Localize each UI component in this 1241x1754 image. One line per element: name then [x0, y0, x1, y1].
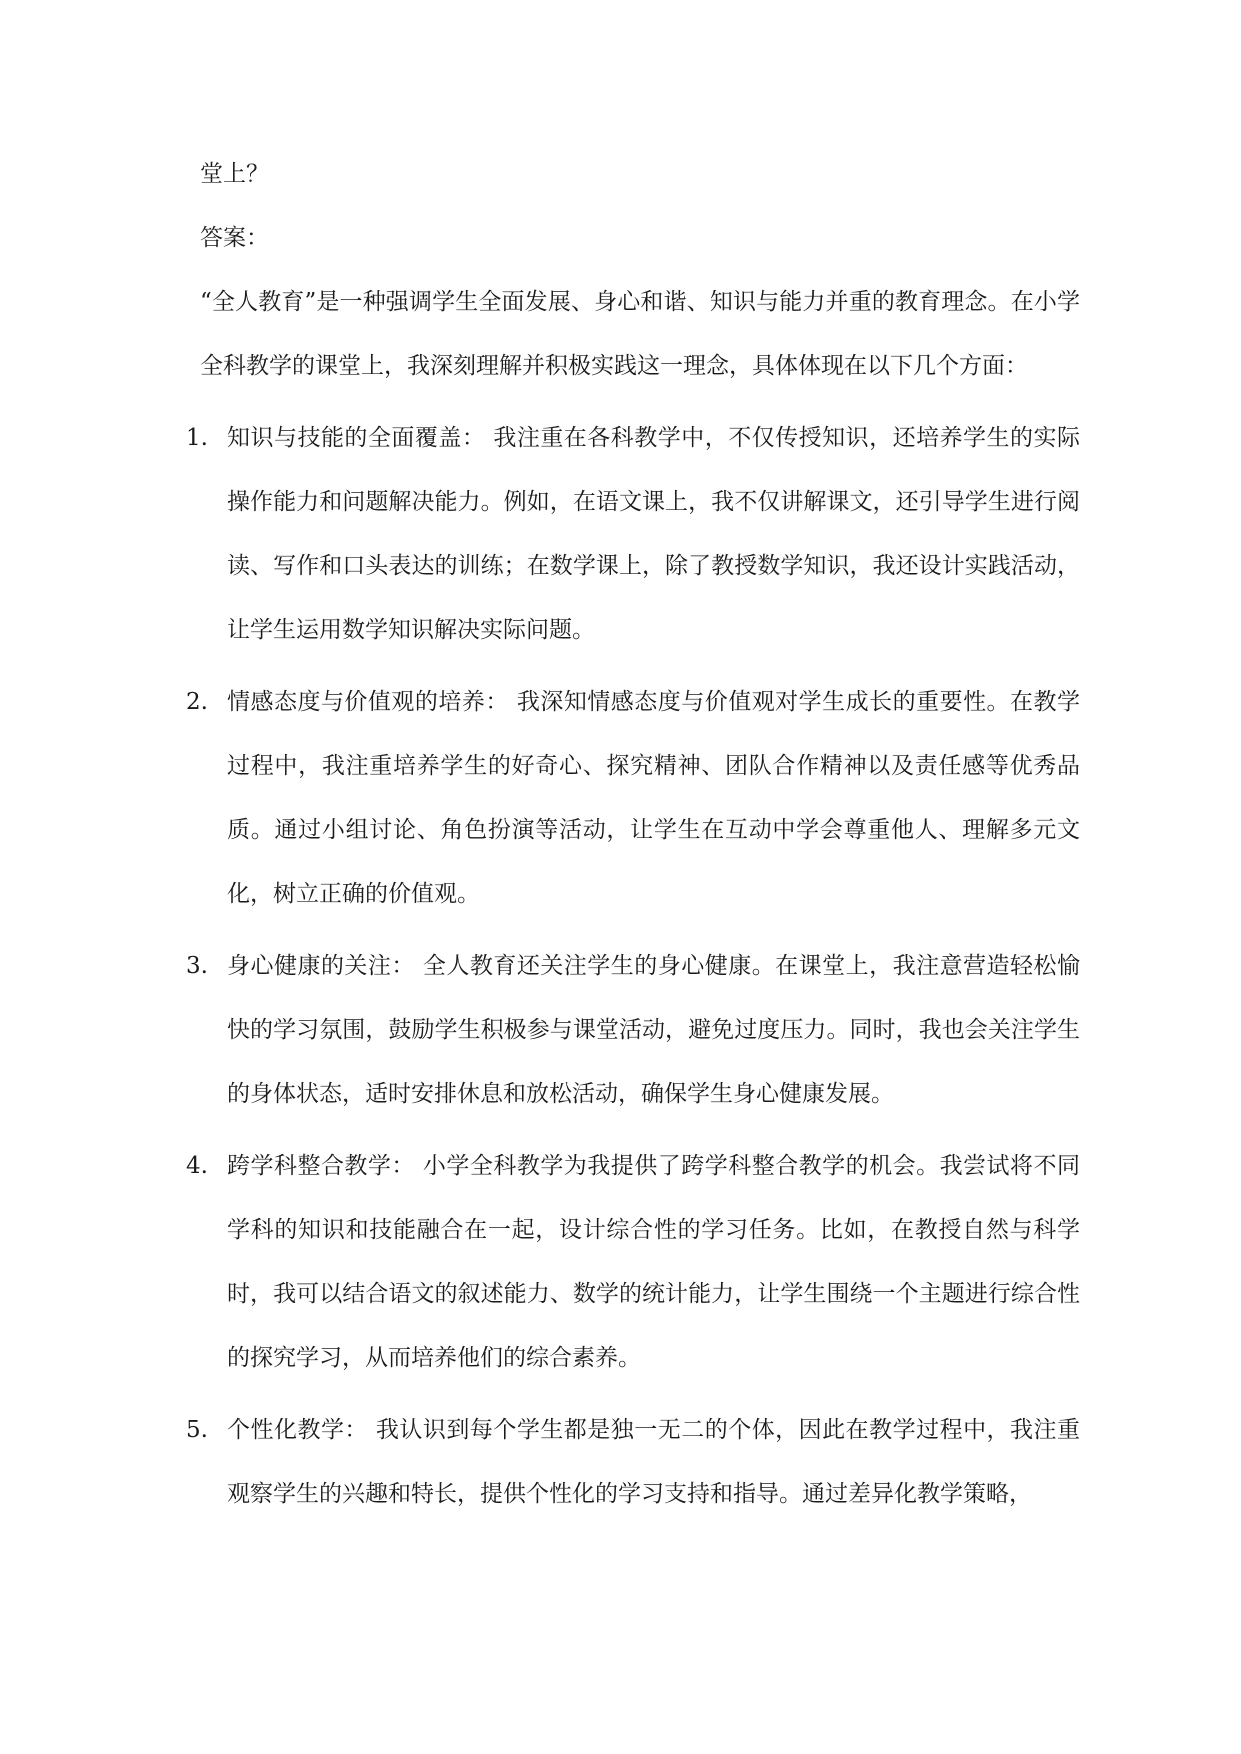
list-item-number: 5.	[186, 1417, 208, 1443]
list-item-number: 4.	[186, 1153, 208, 1179]
list-item-body: 小学全科教学为我提供了跨学科整合教学的机会。我尝试将不同学科的知识和技能融合在一起，设计综合性的学习任务。比如，在教授自然与科学时，我可以结合语文的叙述能力、数学的统计能力，让学生围绕一个主题进行综合性的探究学习，从而培养他们的综合素养。	[227, 1153, 1081, 1371]
list-item	[186, 1134, 1081, 1390]
list-item	[186, 670, 1081, 926]
list-item-heading: 情感态度与价值观的培养：	[227, 689, 509, 715]
list-item-body: 全人教育还关注学生的身心健康。在课堂上，我注意营造轻松愉快的学习氛围，鼓励学生积极参与课堂活动，避免过度压力。同时，我也会关注学生的身体状态，适时安排休息和放松活动，确保学生身心健康发展。	[227, 953, 1081, 1107]
list-item-heading: 跨学科整合教学：	[227, 1153, 415, 1179]
list-item-heading: 个性化教学：	[227, 1417, 368, 1443]
list-item-heading: 知识与技能的全面覆盖：	[227, 425, 486, 451]
list-item-number: 1.	[186, 425, 208, 451]
intro-paragraph: “全人教育”是一种强调学生全面发展、身心和谐、知识与能力并重的教育理念。在小学全科教学的课堂上，我深刻理解并积极实践这一理念，具体体现在以下几个方面：	[200, 289, 1080, 379]
list-item-number: 3.	[186, 953, 208, 979]
list-item-number: 2.	[186, 689, 208, 715]
list-item-heading: 身心健康的关注：	[227, 953, 415, 979]
list-item-body: 我注重在各科教学中，不仅传授知识，还培养学生的实际操作能力和问题解决能力。例如，在语文课上，我不仅讲解课文，还引导学生进行阅读、写作和口头表达的训练；在数学课上，除了教授数学知识，我还设计实践活动，让学生运用数学知识解决实际问题。	[227, 425, 1081, 643]
numbered-list	[186, 406, 1081, 1526]
document-body	[186, 142, 1081, 1526]
list-item	[186, 406, 1081, 662]
list-item	[186, 1398, 1081, 1526]
continuation-text: 堂上？	[200, 161, 269, 187]
list-item-body: 我深知情感态度与价值观对学生成长的重要性。在教学过程中，我注重培养学生的好奇心、探究精神、团队合作精神以及责任感等优秀品质。通过小组讨论、角色扮演等活动，让学生在互动中学会尊重他人、理解多元文化，树立正确的价值观。	[227, 689, 1081, 907]
list-item	[186, 934, 1081, 1126]
answer-label: 答案：	[200, 225, 269, 251]
list-item-body: 我认识到每个学生都是独一无二的个体，因此在教学过程中，我注重观察学生的兴趣和特长，提供个性化的学习支持和指导。通过差异化教学策略，	[227, 1417, 1081, 1507]
